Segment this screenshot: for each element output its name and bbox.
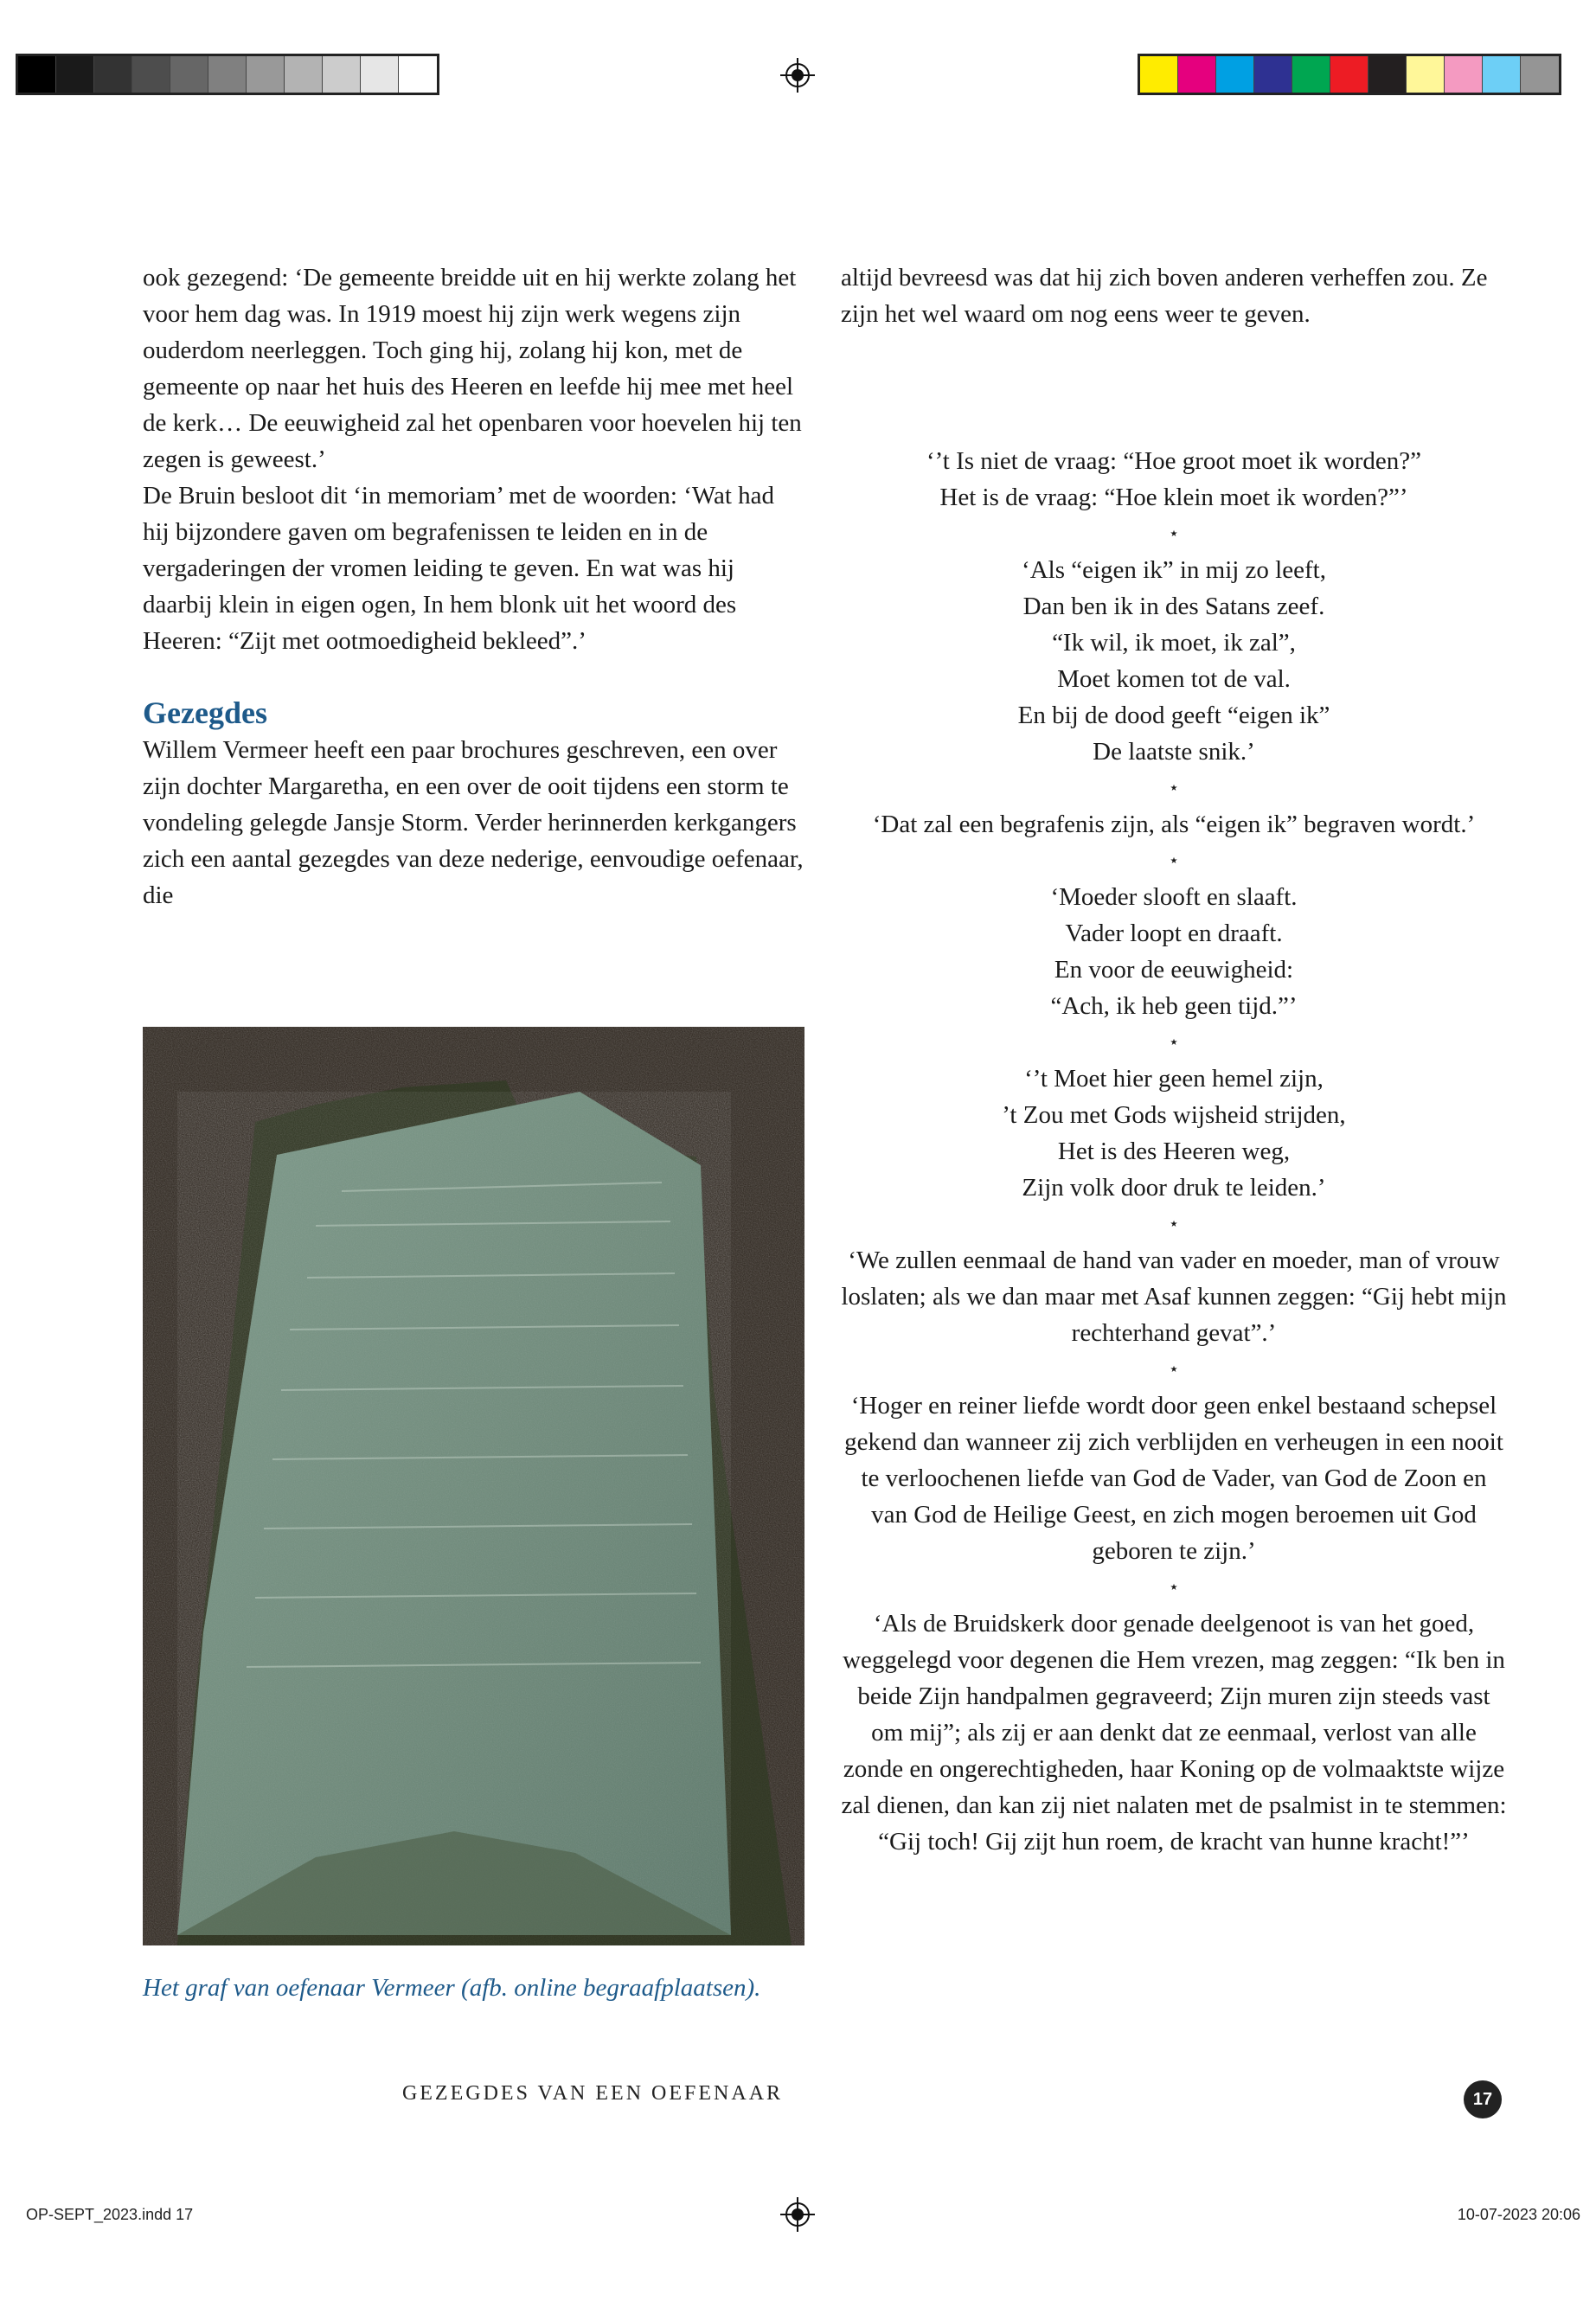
saying-3 <box>841 806 1507 843</box>
grayscale-calibration-bar <box>16 54 439 95</box>
intro-paragraph-2: De Bruin besloot dit ‘in memoriam’ met de woorden: ‘Wat had hij bijzondere gaven om begrafenissen te leiden en in de vergaderingen der vromen leiding te geven. En wat was hij daarbij klein in eigen ogen, In hem blonk uit het woord des Heeren: “Zijt met ootmoedigheid bekleed”.’ <box>143 482 774 655</box>
saying-7 <box>841 1388 1507 1569</box>
saying-1 <box>841 443 1507 516</box>
gray-swatch <box>285 56 323 93</box>
star-separator-icon: ⋆ <box>1168 524 1180 543</box>
registration-mark-icon <box>780 58 815 93</box>
saying-line: Zijn volk door druk te leiden.’ <box>1022 1174 1326 1202</box>
section-paragraph: Willem Vermeer heeft een paar brochures geschreven, een over zijn dochter Margaretha, en een over de ooit tijdens een storm te vondeling gelegde Jansje Storm. Verder herinnerden kerkgangers zich een aantal gezegdes van deze nederige, eenvoudige oefenaar, die <box>143 736 804 909</box>
saying-line: Vader loopt en draaft. <box>1065 920 1283 947</box>
star-separator-icon: ⋆ <box>1168 1578 1180 1597</box>
gray-swatch <box>208 56 247 93</box>
running-title: GEZEGDES VAN EEN OEFENAAR <box>401 2082 784 2105</box>
saying-line: ‘’t Is niet de vraag: “Hoe groot moet ik worden?” <box>926 447 1421 475</box>
gray-swatch <box>247 56 285 93</box>
color-swatch <box>1178 56 1216 93</box>
color-swatch <box>1330 56 1368 93</box>
saying-8 <box>841 1606 1507 1860</box>
saying-line: ‘Dat zal een begrafenis zijn, als “eigen ik” begraven wordt.’ <box>872 811 1476 838</box>
right-intro-paragraph: altijd bevreesd was dat hij zich boven anderen verheffen zou. Ze zijn het wel waard om nog eens weer te geven. <box>841 264 1488 328</box>
saying-line: Dan ben ik in des Satans zeef. <box>1022 593 1325 620</box>
saying-line: ‘’t Moet hier geen hemel zijn, <box>1024 1065 1324 1093</box>
star-separator-icon: ⋆ <box>1168 1215 1180 1234</box>
sayings-list <box>841 443 1507 1860</box>
saying-line: ’t Zou met Gods wijsheid strijden, <box>1002 1101 1346 1129</box>
right-column-intro <box>841 260 1507 332</box>
saying-line: De laatste snik.’ <box>1093 738 1255 766</box>
saying-line: ‘We zullen eenmaal de hand van vader en moeder, man of vrouw loslaten; als we dan maar met Asaf kunnen zeggen: “Gij hebt mijn rechterhand gevat”.’ <box>841 1247 1507 1347</box>
saying-line: En bij de dood geeft “eigen ik” <box>1017 702 1330 729</box>
color-swatch <box>1292 56 1330 93</box>
intro-paragraph-1: ook gezegend: ‘De gemeente breidde uit en hij werkte zolang het voor hem dag was. In 1919 moest hij zijn werk wegens zijn ouderdom neerleggen. Toch ging hij, zolang hij kon, met de gemeente op naar het huis des Heeren en leefde hij mee met heel de kerk… De eeuwigheid zal het openbaren voor hoevelen hij ten zegen is geweest.’ <box>143 264 802 473</box>
gray-swatch <box>170 56 208 93</box>
gray-swatch <box>399 56 437 93</box>
gray-swatch <box>132 56 170 93</box>
color-calibration-bar <box>1138 54 1561 95</box>
gray-swatch <box>361 56 399 93</box>
color-swatch <box>1407 56 1445 93</box>
page-number-badge: 17 <box>1464 2080 1502 2118</box>
gray-swatch <box>94 56 132 93</box>
color-swatch <box>1483 56 1521 93</box>
saying-line: ‘Als “eigen ik” in mij zo leeft, <box>1022 556 1326 584</box>
saying-line: Moet komen tot de val. <box>1057 665 1291 693</box>
left-column <box>143 260 804 913</box>
star-separator-icon: ⋆ <box>1168 1033 1180 1052</box>
saying-line: “Ach, ik heb geen tijd.”’ <box>1050 992 1298 1020</box>
registration-mark-icon <box>780 2197 815 2232</box>
saying-line: Het is de vraag: “Hoe klein moet ik worden?”’ <box>939 484 1408 511</box>
saying-line: “Ik wil, ik moet, ik zal”, <box>1052 629 1296 657</box>
star-separator-icon: ⋆ <box>1168 1360 1180 1379</box>
gray-swatch <box>18 56 56 93</box>
color-swatch <box>1368 56 1407 93</box>
color-swatch <box>1216 56 1254 93</box>
photo-caption: Het graf van oefenaar Vermeer (afb. online begraafplaatsen). <box>143 1974 761 2002</box>
saying-line: ‘Als de Bruidskerk door genade deelgenoot is van het goed, weggelegd voor degenen die Hem vrezen, mag zeggen: “Ik ben in beide Zijn handpalmen gegraveerd; Zijn muren zijn steeds vast om mij”; als zij er aan denkt dat ze eenmaal, verlost van alle zonde en ongerechtigheden, haar Koning op de volmaaktste wijze zal dienen, dan kan zij niet nalaten met de psalmist in te stemmen: “Gij toch! Gij zijt hun roem, de kracht van hunne kracht!”’ <box>841 1610 1507 1856</box>
saying-line: Het is des Heeren weg, <box>1057 1138 1291 1165</box>
color-swatch <box>1445 56 1483 93</box>
star-separator-icon: ⋆ <box>1168 851 1180 870</box>
color-swatch <box>1254 56 1292 93</box>
slug-date-time: 10-07-2023 20:06 <box>1457 2206 1580 2223</box>
color-swatch <box>1521 56 1559 93</box>
color-swatch <box>1140 56 1178 93</box>
saying-line: En voor de eeuwigheid: <box>1054 956 1294 984</box>
gravestone-photo <box>143 1027 804 1945</box>
star-separator-icon: ⋆ <box>1168 779 1180 798</box>
section-heading: Gezegdes <box>143 695 267 730</box>
saying-4 <box>841 879 1507 1024</box>
saying-line: ‘Moeder slooft en slaaft. <box>1050 883 1298 911</box>
saying-6 <box>841 1242 1507 1351</box>
slug-file-info: OP-SEPT_2023.indd 17 <box>26 2206 194 2223</box>
saying-line: ‘Hoger en reiner liefde wordt door geen enkel bestaand schepsel gekend dan wanneer zij zich verblijden en verheugen in een nooit te verloochenen liefde van God de Vader, van God de Zoon en van God de Heilige Geest, en zich mogen beroemen uit God geboren te zijn.’ <box>844 1392 1503 1565</box>
gray-swatch <box>323 56 361 93</box>
saying-2 <box>841 552 1507 770</box>
gray-swatch <box>56 56 94 93</box>
saying-5 <box>841 1061 1507 1206</box>
